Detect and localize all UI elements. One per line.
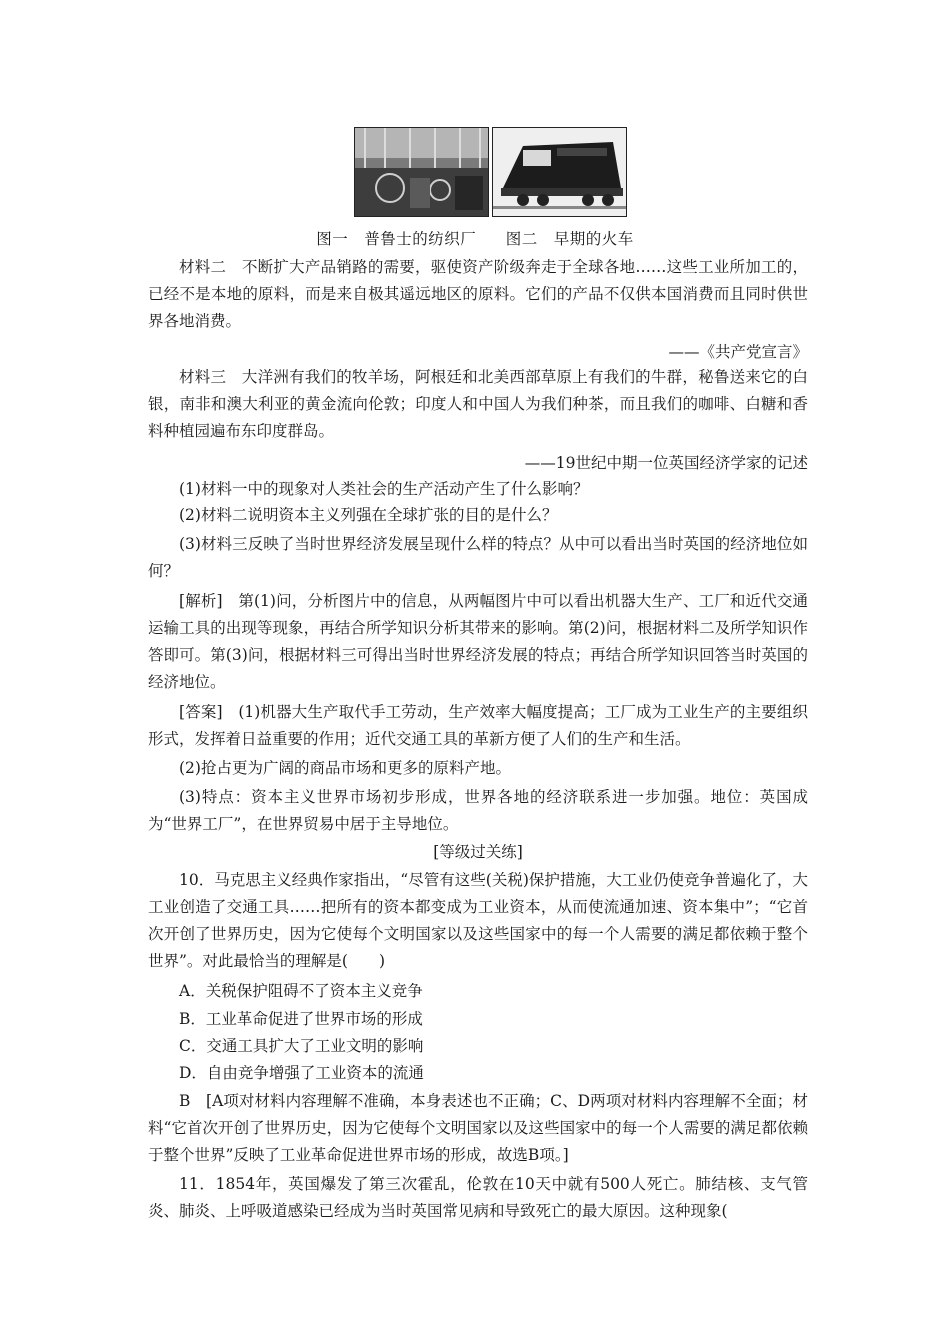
question-10-option-b: B．工业革命促进了世界市场的形成 [179,1010,423,1028]
figure-caption [0,227,950,249]
material2-text: 材料二 不断扩大产品销路的需要，驱使资产阶级奔走于全球各地……这些工业所加工的，已经不是本地的原料，而是来自极其遥远地区的原料。它们的产品不仅供本国消费而且同时供世界各地消费。 [148,258,808,330]
analysis-text: [解析] 第(1)问，分析图片中的信息，从两幅图片中可以看出机器大生产、工厂和近代交通运输工具的出现等现象，再结合所学知识分析其带来的影响。第(2)问，根据材料二及所学知识作答即可。第(3)问，根据材料三可得出当时世界经济发展的特点；再结合所学知识回答当时英国的经济地位。 [148,592,808,691]
question-10-answer: B [A项对材料内容理解不准确，本身表述也不正确；C、D两项对材料内容理解不全面；材料“它首次开创了世界历史，因为它使每个文明国家以及这些国家中的每一个人需要的满足都依赖于整个世界”反映了工业革命促进世界市场的形成，故选B项。] [148,1092,808,1164]
section-title: [等级过关练] [433,843,523,861]
figure1-caption: 图一 普鲁士的纺织厂 [316,230,477,248]
question-3: (3)材料三反映了当时世界经济发展呈现什么样的特点？从中可以看出当时英国的经济地位如何？ [148,535,808,580]
figure-group [354,127,626,215]
answer-2: (2)抢占更为广阔的商品市场和更多的原料产地。 [179,759,511,777]
figure2-caption: 图二 早期的火车 [505,230,634,248]
question-1: (1)材料一中的现象对人类社会的生产活动产生了什么影响？ [179,480,589,498]
question-10-stem: 10．马克思主义经典作家指出，“尽管有这些(关税)保护措施，大工业仍使竞争普遍化了，大工业创造了交通工具……把所有的资本都变成为工业资本，从而使流通加速、资本集中”；“它首次开创了世界历史，因为它使每个文明国家以及这些国家中的每一个人需要的满足都依赖于整个世界”。对此最恰当的理解是( ) [148,871,808,970]
material3-text: 材料三 大洋洲有我们的牧羊场，阿根廷和北美西部草原上有我们的牛群，秘鲁送来它的白银，南非和澳大利亚的黄金流向伦敦；印度人和中国人为我们种茶，而且我们的咖啡、白糖和香料种植园遍布东印度群岛。 [148,368,808,440]
answer-1: [答案] (1)机器大生产取代手工劳动，生产效率大幅度提高；工厂成为工业生产的主要组织形式，发挥着日益重要的作用；近代交通工具的革新方便了人们的生产和生活。 [148,703,808,748]
question-2: (2)材料二说明资本主义列强在全球扩张的目的是什么？ [179,506,558,524]
answer-3: (3)特点：资本主义世界市场初步形成，世界各地的经济联系进一步加强。地位：英国成为“世界工厂”，在世界贸易中居于主导地位。 [148,788,808,833]
question-10-option-c: C．交通工具扩大了工业文明的影响 [179,1037,424,1055]
material2-source: ——《共产党宣言》 [668,343,808,361]
early-train-image [492,127,627,217]
textile-factory-image [354,127,489,217]
question-11-stem: 11．1854年，英国爆发了第三次霍乱，伦敦在10天中就有500人死亡。肺结核、支气管炎、肺炎、上呼吸道感染已经成为当时英国常见病和导致死亡的最大原因。这种现象( [148,1175,808,1220]
question-10-option-a: A．关税保护阻碍不了资本主义竞争 [179,982,423,1000]
question-10-option-d: D．自由竞争增强了工业资本的流通 [179,1064,424,1082]
material3-source: ——19世纪中期一位英国经济学家的记述 [524,454,808,472]
